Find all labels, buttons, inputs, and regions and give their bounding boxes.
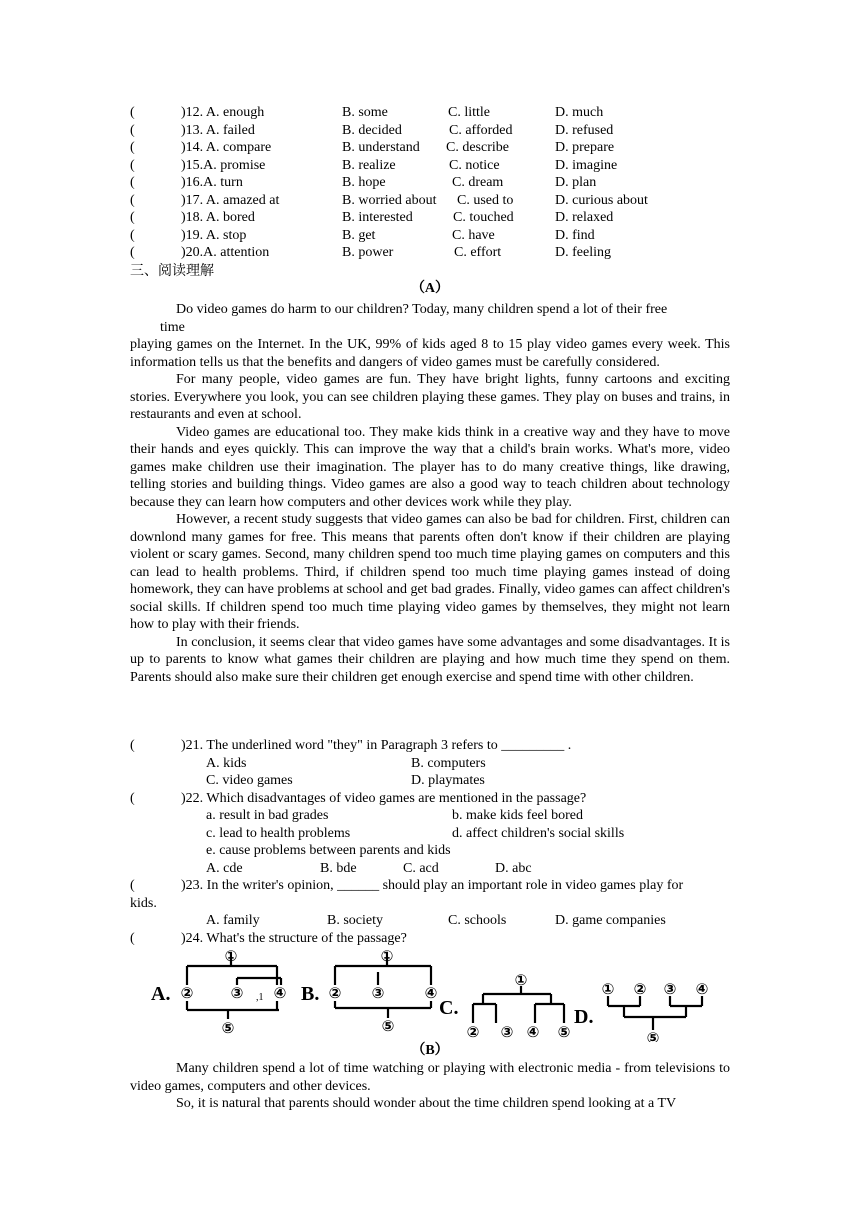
option-b: B. power (342, 245, 394, 260)
diagram-label-b: B. (301, 983, 320, 1005)
paragraph-4: However, a recent study suggests that video games can also be bad for children. First, children can downlond many games for free. This means that parents often don't know if their children are playing violent or scary games. Second, many children spend too much time playing games on computers and this can lead to health problems. Third, if children spend too much time playing games instead of doing homework, they can have problems at school and get bad grades. Finally, video games can affect children's social skills. If children spend too much time playing video games by themselves, they might not learn how to play with their friends. (130, 512, 730, 632)
cloze-row (130, 209, 730, 227)
option-b: B. decided (342, 122, 402, 138)
node-3: ③ (663, 980, 677, 998)
choice-e: e. cause problems between parents and kids (206, 843, 451, 858)
option-c: C. notice (449, 157, 500, 173)
option-a: )14. A. compare (181, 140, 272, 155)
option-b: B. society (327, 913, 383, 928)
paragraph-2: So, it is natural that parents should wonder about the time children spend looking at a TV (176, 1096, 677, 1111)
option-b: B. hope (342, 175, 386, 190)
passage-a-label: （A） (410, 281, 450, 296)
node-4: ④ (273, 984, 287, 1002)
answer-paren: ( (130, 930, 135, 946)
passage-b-text (130, 1060, 730, 1113)
cloze-row (130, 157, 730, 175)
option-d: D. curious about (555, 192, 648, 208)
paragraph-1-line-2: time (160, 319, 185, 335)
paragraph-3: Video games are educational too. They make kids think in a creative way and they have to move their hands and eyes quickly. This can improve the way that a child's brain works. What's more, video games make children use their imagination. The player has to do many creative things, like drawing, telling stories and building things. Video games are also a good way to teach children about technology because they can learn how computers and other devices work while they play. (130, 424, 730, 510)
option-b: B. interested (342, 210, 413, 225)
diagram-label-c: C. (439, 997, 459, 1019)
node-1: ① (380, 947, 394, 965)
option-b: B. worried about (342, 192, 437, 208)
paragraph-2: For many people, video games are fun. They have bright lights, funny cartoons and exciting stories. Everywhere you look, you can see children playing these games. They play on buses and trains, in restaurants and even at school. (130, 372, 730, 422)
question-stem: )24. What's the structure of the passage? (181, 930, 407, 946)
node-2: ② (180, 984, 194, 1002)
node-2: ② (328, 984, 342, 1002)
option-d: D. imagine (555, 157, 618, 173)
option-d: D. feeling (555, 245, 611, 260)
option-c: C. dream (452, 175, 504, 190)
section-heading: 三、阅读理解 (130, 263, 214, 279)
option-a: )13. A. failed (181, 122, 255, 138)
node-5: ⑤ (221, 1019, 235, 1037)
choice-a: a. result in bad grades (206, 808, 329, 823)
option-d: D. game companies (555, 913, 666, 928)
node-5: ⑤ (381, 1017, 395, 1035)
option-d: D. relaxed (555, 210, 614, 225)
option-d: D. playmates (411, 773, 485, 788)
option-a: A. kids (206, 755, 247, 771)
option-d: D. much (555, 105, 604, 120)
diagram-label-a: A. (151, 983, 171, 1005)
node-2: ② (466, 1023, 480, 1041)
paragraph-5: In conclusion, it seems clear that video games have some advantages and some disadvantages. It is up to parents to know what games their children are playing and how much time they spend on them. Parents should also make sure their children get enough exercise and spend time with other children. (130, 634, 730, 685)
cloze-row (130, 174, 730, 192)
cloze-row (130, 244, 730, 262)
node-2: ② (633, 980, 647, 998)
cloze-row (130, 227, 730, 245)
question-stem: )21. The underlined word "they" in Paragraph 3 refers to _________ . (181, 738, 572, 753)
option-c: C. touched (453, 210, 514, 225)
node-1: ① (601, 980, 615, 998)
option-a: A. family (206, 913, 260, 928)
node-5: ⑤ (557, 1023, 571, 1041)
option-c: C. schools (448, 913, 507, 928)
answer-paren: ( (130, 245, 135, 260)
option-b: B. computers (411, 755, 486, 771)
option-c: C. video games (206, 773, 293, 788)
option-d: D. abc (495, 860, 532, 876)
option-c: C. have (452, 227, 495, 243)
option-c: C. acd (403, 860, 439, 876)
option-a: )16.A. turn (181, 175, 243, 190)
structure-diagrams (150, 946, 720, 1042)
choice-d: d. affect children's social skills (452, 825, 625, 841)
cloze-row (130, 192, 730, 210)
answer-paren: ( (130, 122, 135, 138)
paragraph-1-rest: playing games on the Internet. In the UK, 99% of kids aged 8 to 15 play video games every week. This information tells us that the benefits and dangers of video games must be carefully considered. (130, 337, 730, 370)
node-4: ④ (695, 980, 709, 998)
node-4: ④ (526, 1023, 540, 1041)
option-b: B. understand (342, 140, 420, 155)
answer-paren: ( (130, 175, 135, 190)
answer-paren: ( (130, 140, 135, 155)
option-d: D. find (555, 227, 595, 243)
passage-a-text (130, 301, 730, 686)
option-a: )20.A. attention (181, 245, 270, 260)
option-b: B. bde (320, 860, 357, 876)
option-c: C. describe (446, 140, 509, 155)
option-c: C. afforded (449, 122, 513, 138)
paragraph-1-line-1: Do video games do harm to our children? Today, many children spend a lot of their free (176, 302, 668, 317)
cloze-row (130, 104, 730, 122)
answer-paren: ( (130, 878, 135, 893)
node-1: ① (514, 971, 528, 989)
option-c: C. effort (454, 245, 502, 260)
node-3: ③ (230, 984, 244, 1002)
option-c: C. used to (457, 192, 514, 208)
node-5: ⑤ (646, 1029, 660, 1042)
option-d: D. refused (555, 122, 614, 138)
answer-paren: ( (130, 192, 135, 208)
choice-c: c. lead to health problems (206, 825, 351, 841)
stray-mark: ,1 (256, 992, 264, 1003)
option-a: )12. A. enough (181, 105, 265, 120)
option-b: B. get (342, 227, 376, 243)
option-a: )15.A. promise (181, 157, 266, 173)
option-a: A. cde (206, 860, 243, 876)
passage-b-label: （B） (411, 1043, 449, 1058)
question-stem: )22. Which disadvantages of video games are mentioned in the passage? (181, 790, 587, 806)
option-c: C. little (448, 105, 490, 120)
question-stem-cont: kids. (130, 895, 157, 911)
answer-paren: ( (130, 105, 135, 120)
option-d: D. plan (555, 175, 597, 190)
node-1: ① (224, 947, 238, 965)
diagram-label-d: D. (574, 1006, 594, 1028)
choice-b: b. make kids feel bored (452, 808, 584, 823)
question-stem: )23. In the writer's opinion, ______ should play an important role in video games play for (181, 878, 684, 893)
answer-paren: ( (130, 210, 135, 225)
option-a: )19. A. stop (181, 227, 247, 243)
node-4: ④ (424, 984, 438, 1002)
node-3: ③ (500, 1023, 514, 1041)
node-3: ③ (371, 984, 385, 1002)
cloze-row (130, 122, 730, 140)
paragraph-1: Many children spend a lot of time watching or playing with electronic media - from televisions to video games, computers and other devices. (130, 1061, 730, 1094)
option-d: D. prepare (555, 140, 615, 155)
answer-paren: ( (130, 738, 135, 753)
answer-paren: ( (130, 227, 135, 243)
option-b: B. realize (342, 157, 396, 173)
answer-paren: ( (130, 790, 135, 806)
option-a: )18. A. bored (181, 210, 255, 225)
option-b: B. some (342, 105, 388, 120)
answer-paren: ( (130, 157, 135, 173)
cloze-row (130, 139, 730, 157)
option-a: )17. A. amazed at (181, 192, 280, 208)
